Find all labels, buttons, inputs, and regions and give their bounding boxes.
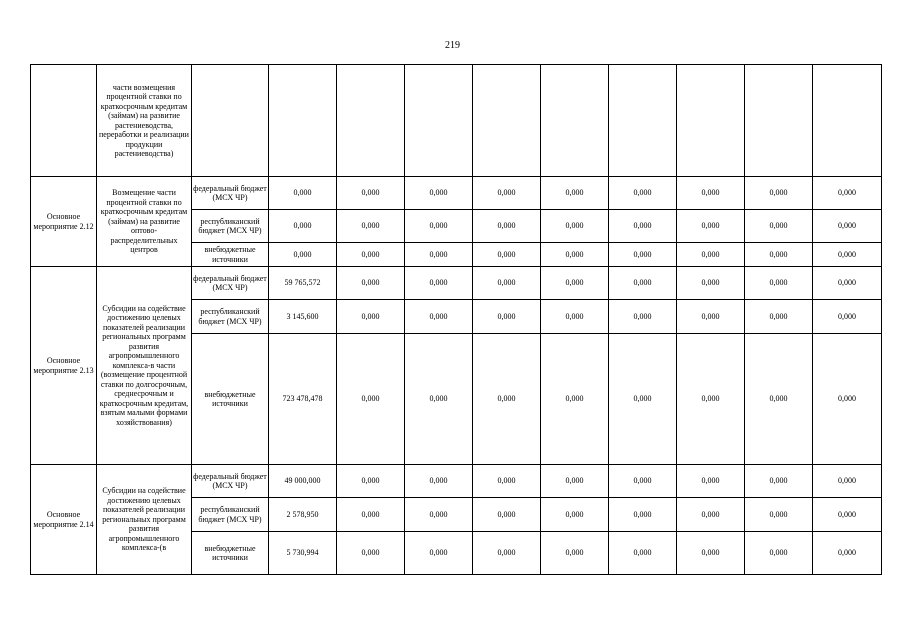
- page-number: 219: [445, 40, 460, 51]
- measure-name-cell: Возмещение части процентной ставки по краткосрочным кредитам (займам) на развитие оптово-распределительных центров: [97, 177, 192, 267]
- measure-name-cell: Субсидии на содействие достижению целевых показателей реализации региональных программ развития агропромышленного комплекса-(в: [97, 465, 192, 575]
- amount-cell: 0,000: [337, 300, 405, 334]
- amount-cell: 0,000: [677, 300, 745, 334]
- amount-cell: 0,000: [405, 465, 473, 498]
- amount-cell: 0,000: [609, 300, 677, 334]
- amount-cell: 0,000: [473, 465, 541, 498]
- funding-source-cell: республиканский бюджет (МСХ ЧР): [192, 498, 269, 532]
- amount-cell: 0,000: [473, 267, 541, 300]
- amount-cell: 0,000: [677, 532, 745, 575]
- table-row: [31, 65, 882, 177]
- funding-source-cell: внебюджетные источники: [192, 532, 269, 575]
- amount-cell: 0,000: [813, 267, 882, 300]
- amount-cell: 0,000: [541, 177, 609, 210]
- amount-cell: 0,000: [405, 532, 473, 575]
- funding-source-cell: республиканский бюджет (МСХ ЧР): [192, 300, 269, 334]
- amount-cell: 0,000: [541, 267, 609, 300]
- amount-cell: 0,000: [677, 177, 745, 210]
- amount-cell: 0,000: [745, 532, 813, 575]
- amount-cell: 0,000: [405, 267, 473, 300]
- measure-name-cell: Субсидии на содействие достижению целевых показателей реализации региональных программ развития агропромышленного комплекса-в части (возмещение процентной ставки по долгосрочным, среднесрочным и краткосрочным кредитам, взятым малыми формами хозяйствования): [97, 267, 192, 465]
- funding-source-cell: [192, 65, 269, 177]
- amount-cell: 0,000: [337, 267, 405, 300]
- amount-cell: [337, 65, 405, 177]
- amount-cell: 0,000: [609, 210, 677, 243]
- amount-cell: 0,000: [609, 243, 677, 267]
- amount-cell: 2 578,950: [269, 498, 337, 532]
- table-row: [31, 465, 882, 498]
- amount-cell: 0,000: [609, 498, 677, 532]
- amount-cell: 0,000: [609, 532, 677, 575]
- amount-cell: 0,000: [541, 243, 609, 267]
- amount-cell: 0,000: [269, 177, 337, 210]
- amount-cell: 0,000: [677, 243, 745, 267]
- amount-cell: 0,000: [473, 498, 541, 532]
- funding-source-cell: внебюджетные источники: [192, 334, 269, 465]
- amount-cell: 0,000: [745, 177, 813, 210]
- amount-cell: 0,000: [541, 210, 609, 243]
- amount-cell: 0,000: [405, 498, 473, 532]
- amount-cell: 0,000: [337, 498, 405, 532]
- funding-source-cell: республиканский бюджет (МСХ ЧР): [192, 210, 269, 243]
- amount-cell: 0,000: [337, 334, 405, 465]
- amount-cell: 3 145,600: [269, 300, 337, 334]
- amount-cell: [745, 65, 813, 177]
- amount-cell: 0,000: [813, 532, 882, 575]
- amount-cell: [269, 65, 337, 177]
- amount-cell: 0,000: [337, 465, 405, 498]
- amount-cell: 0,000: [337, 177, 405, 210]
- amount-cell: 0,000: [541, 498, 609, 532]
- amount-cell: 723 478,478: [269, 334, 337, 465]
- amount-cell: 0,000: [473, 243, 541, 267]
- measure-code-cell: Основное мероприятие 2.12: [31, 177, 97, 267]
- measure-code-cell: Основное мероприятие 2.14: [31, 465, 97, 575]
- amount-cell: [473, 65, 541, 177]
- funding-source-cell: федеральный бюджет (МСХ ЧР): [192, 267, 269, 300]
- amount-cell: 0,000: [813, 498, 882, 532]
- amount-cell: 0,000: [813, 210, 882, 243]
- amount-cell: 0,000: [745, 334, 813, 465]
- measure-name-cell: части возмещения процентной ставки по краткосрочным кредитам (займам) на развитие растениеводства, переработки и реализации продукции растениеводства): [97, 65, 192, 177]
- amount-cell: 0,000: [541, 334, 609, 465]
- amount-cell: 0,000: [405, 334, 473, 465]
- measure-code-cell: Основное мероприятие 2.13: [31, 267, 97, 465]
- amount-cell: 0,000: [337, 243, 405, 267]
- amount-cell: [405, 65, 473, 177]
- amount-cell: 0,000: [541, 300, 609, 334]
- amount-cell: 59 765,572: [269, 267, 337, 300]
- amount-cell: 0,000: [813, 334, 882, 465]
- amount-cell: 0,000: [745, 267, 813, 300]
- amount-cell: 0,000: [473, 210, 541, 243]
- amount-cell: 0,000: [677, 210, 745, 243]
- amount-cell: 0,000: [473, 177, 541, 210]
- amount-cell: 0,000: [677, 267, 745, 300]
- amount-cell: 0,000: [473, 532, 541, 575]
- amount-cell: 0,000: [473, 300, 541, 334]
- amount-cell: 0,000: [609, 177, 677, 210]
- amount-cell: 0,000: [269, 210, 337, 243]
- funding-source-cell: федеральный бюджет (МСХ ЧР): [192, 465, 269, 498]
- amount-cell: 0,000: [269, 243, 337, 267]
- amount-cell: 0,000: [405, 300, 473, 334]
- amount-cell: 0,000: [813, 465, 882, 498]
- amount-cell: 0,000: [813, 243, 882, 267]
- amount-cell: 0,000: [609, 334, 677, 465]
- amount-cell: 0,000: [677, 465, 745, 498]
- measure-code-cell: [31, 65, 97, 177]
- amount-cell: 0,000: [745, 210, 813, 243]
- amount-cell: 49 000,000: [269, 465, 337, 498]
- table-row: [31, 267, 882, 300]
- amount-cell: 0,000: [745, 243, 813, 267]
- funding-source-cell: федеральный бюджет (МСХ ЧР): [192, 177, 269, 210]
- amount-cell: [541, 65, 609, 177]
- amount-cell: 0,000: [541, 465, 609, 498]
- amount-cell: 5 730,994: [269, 532, 337, 575]
- amount-cell: 0,000: [405, 243, 473, 267]
- amount-cell: 0,000: [677, 498, 745, 532]
- amount-cell: 0,000: [745, 465, 813, 498]
- amount-cell: 0,000: [337, 210, 405, 243]
- amount-cell: [813, 65, 882, 177]
- amount-cell: [609, 65, 677, 177]
- amount-cell: 0,000: [745, 498, 813, 532]
- amount-cell: 0,000: [745, 300, 813, 334]
- amount-cell: 0,000: [541, 532, 609, 575]
- amount-cell: 0,000: [473, 334, 541, 465]
- amount-cell: 0,000: [405, 210, 473, 243]
- amount-cell: [677, 65, 745, 177]
- amount-cell: 0,000: [609, 267, 677, 300]
- amount-cell: 0,000: [813, 177, 882, 210]
- amount-cell: 0,000: [405, 177, 473, 210]
- budget-table: [30, 64, 882, 575]
- funding-source-cell: внебюджетные источники: [192, 243, 269, 267]
- table-row: [31, 177, 882, 210]
- amount-cell: 0,000: [337, 532, 405, 575]
- amount-cell: 0,000: [609, 465, 677, 498]
- amount-cell: 0,000: [813, 300, 882, 334]
- amount-cell: 0,000: [677, 334, 745, 465]
